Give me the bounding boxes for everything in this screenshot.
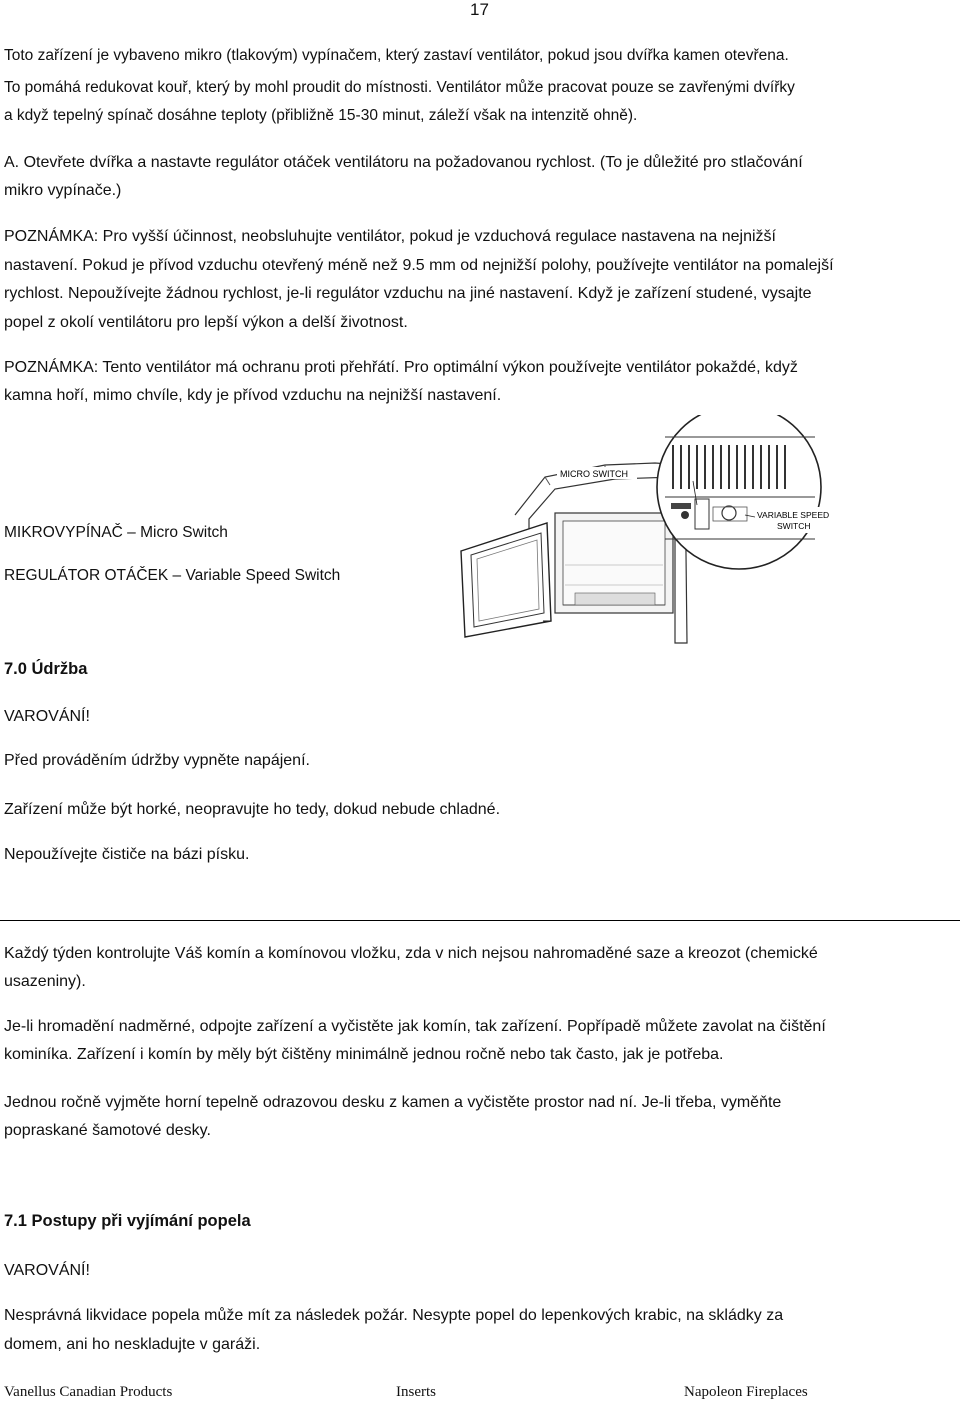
section-7-title: 7.0 Údržba	[4, 660, 88, 678]
maintenance-p1-line-1: Každý týden kontrolujte Váš komín a komínovou vložku, zda v nich nejsou nahromaděné saze a kreozot (chemické	[4, 945, 818, 962]
maintenance-p3-line-1: Jednou ročně vyjměte horní tepelně odrazovou desku z kamen a vyčistěte prostor nad ní. Je-li třeba, vyměňte	[4, 1094, 782, 1111]
intro-line-2: To pomáhá redukovat kouř, který by mohl proudit do místnosti. Ventilátor může pracovat pouze se zavřenými dvířky	[4, 79, 795, 96]
section-7-1-title: 7.1 Postupy při vyjímání popela	[4, 1212, 251, 1230]
step-a-line-1: A. Otevřete dvířka a nastavte regulátor otáček ventilátoru na požadovanou rychlost. (To je důležité pro stlačování	[4, 154, 803, 171]
footer-product-type: Inserts	[396, 1384, 436, 1400]
maintenance-p1-line-2: usazeniny).	[4, 973, 86, 990]
maintenance-p3-line-2: popraskané šamotové desky.	[4, 1122, 211, 1139]
section-7-line-2: Zařízení může být horké, neopravujte ho tedy, dokud nebude chladné.	[4, 801, 501, 818]
note1-line-4: popel z okolí ventilátoru pro lepší výkon a delší životnost.	[4, 314, 408, 331]
note1-line-3: rychlost. Nepoužívejte žádnou rychlost, je-li regulátor vzduchu na jiné nastavení. Když je zařízení studené, vysajte	[4, 285, 812, 302]
label-micro-switch: MIKROVYPÍNAČ – Micro Switch	[4, 524, 228, 541]
section-7-line-3: Nepoužívejte čističe na bázi písku.	[4, 846, 250, 863]
label-variable-speed-switch: REGULÁTOR OTÁČEK – Variable Speed Switch	[4, 567, 341, 584]
note1-line-2: nastavení. Pokud je přívod vzduchu otevřený méně než 9.5 mm od nejnižší polohy, používejte ventilátor na pomalejší	[4, 257, 834, 274]
note2-line-1: POZNÁMKA: Tento ventilátor má ochranu proti přehřátí. Pro optimální výkon používejte ventilátor pokaždé, když	[4, 359, 798, 376]
step-a-line-2: mikro vypínače.)	[4, 182, 122, 199]
maintenance-p2-line-1: Je-li hromadění nadměrné, odpojte zařízení a vyčistěte jak komín, tak zařízení. Popřípadě můžete zavolat na čištění	[4, 1018, 826, 1035]
section-7-warning: VAROVÁNÍ!	[4, 708, 90, 725]
callout-micro-switch: MICRO SWITCH	[560, 469, 628, 479]
section-7-1-line-2: domem, ani ho neskladujte v garáži.	[4, 1336, 261, 1353]
intro-line-1: Toto zařízení je vybaveno mikro (tlakovým) vypínačem, který zastaví ventilátor, pokud jsou dvířka kamen otevřena.	[4, 47, 789, 64]
note2-line-2: kamna hoří, mimo chvíle, kdy je přívod vzduchu na nejnižší nastavení.	[4, 387, 502, 404]
callout-variable-speed-2: SWITCH	[777, 521, 811, 531]
intro-line-3: a když tepelný spínač dosáhne teploty (přibližně 15-30 minut, záleží však na intenzitě ohně).	[4, 107, 638, 124]
page-number: 17	[470, 0, 489, 19]
footer-brand: Napoleon Fireplaces	[684, 1384, 808, 1400]
section-7-1-warning: VAROVÁNÍ!	[4, 1262, 90, 1279]
maintenance-p2-line-2: kominíka. Zařízení i komín by měly být čištěny minimálně jednou ročně nebo tak často, jak je potřeba.	[4, 1046, 724, 1063]
section-7-1-line-1: Nesprávná likvidace popela může mít za následek požár. Nesypte popel do lepenkových krabic, na skládky za	[4, 1307, 784, 1324]
note1-line-1: POZNÁMKA: Pro vyšší účinnost, neobsluhujte ventilátor, pokud je vzduchová regulace nastavena na nejnižší	[4, 228, 776, 245]
horizontal-rule	[0, 920, 960, 921]
magnifier-circle	[657, 415, 821, 569]
footer-company: Vanellus Canadian Products	[4, 1384, 173, 1400]
fireplace-insert-illustration	[455, 415, 845, 650]
callout-variable-speed-1: VARIABLE SPEED	[757, 510, 830, 520]
section-7-line-1: Před prováděním údržby vypněte napájení.	[4, 752, 310, 769]
